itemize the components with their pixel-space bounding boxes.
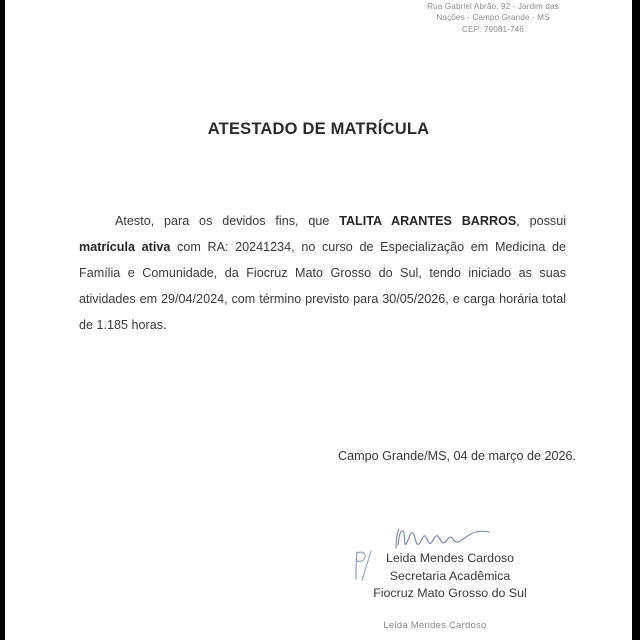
signatory-organization: Fiocruz Mato Grosso do Sul (373, 586, 527, 600)
document-title: ATESTADO DE MATRÍCULA (207, 120, 430, 138)
letterhead-line-2: Nações - Campo Grande - MS (436, 13, 550, 23)
letterhead-address (395, 1, 591, 35)
letterhead-line-3: CEP: 79081-746 (462, 24, 524, 34)
student-name: TALITA ARANTES BARROS (339, 214, 517, 228)
footer-signature-stamp: Leida Mendes Cardoso (383, 620, 487, 631)
enrollment-status: matrícula ativa (79, 240, 171, 254)
body-segment-2: , possui (516, 214, 566, 228)
body-segment-1: Atesto, para os devidos fins, que (115, 214, 340, 228)
scanner-edge-bar-right (632, 0, 640, 640)
signatory-name: Leida Mendes Cardoso (385, 551, 515, 565)
body-segment-3: com RA: 20241234, no curso de Especialização em Medicina de Família e Comunidade, da Fiocruz Mato Grosso do Sul, tendo iniciado as suas atividades em 29/04/2024, com término previsto para 30/05/2026, e carga horária total de 1.185 horas. (79, 240, 567, 332)
document-body-paragraph (79, 208, 566, 338)
document-page (5, 0, 632, 640)
handwritten-signature-icon (390, 524, 510, 550)
place-and-date: Campo Grande/MS, 04 de março de 2026. (337, 449, 576, 463)
proxy-pen-mark-icon (351, 548, 377, 582)
signature-block (325, 524, 575, 603)
signatory-role: Secretaria Acadêmica (389, 568, 511, 583)
letterhead-line-1: Rua Gabriel Abrão, 92 - Jardim das (427, 2, 559, 11)
